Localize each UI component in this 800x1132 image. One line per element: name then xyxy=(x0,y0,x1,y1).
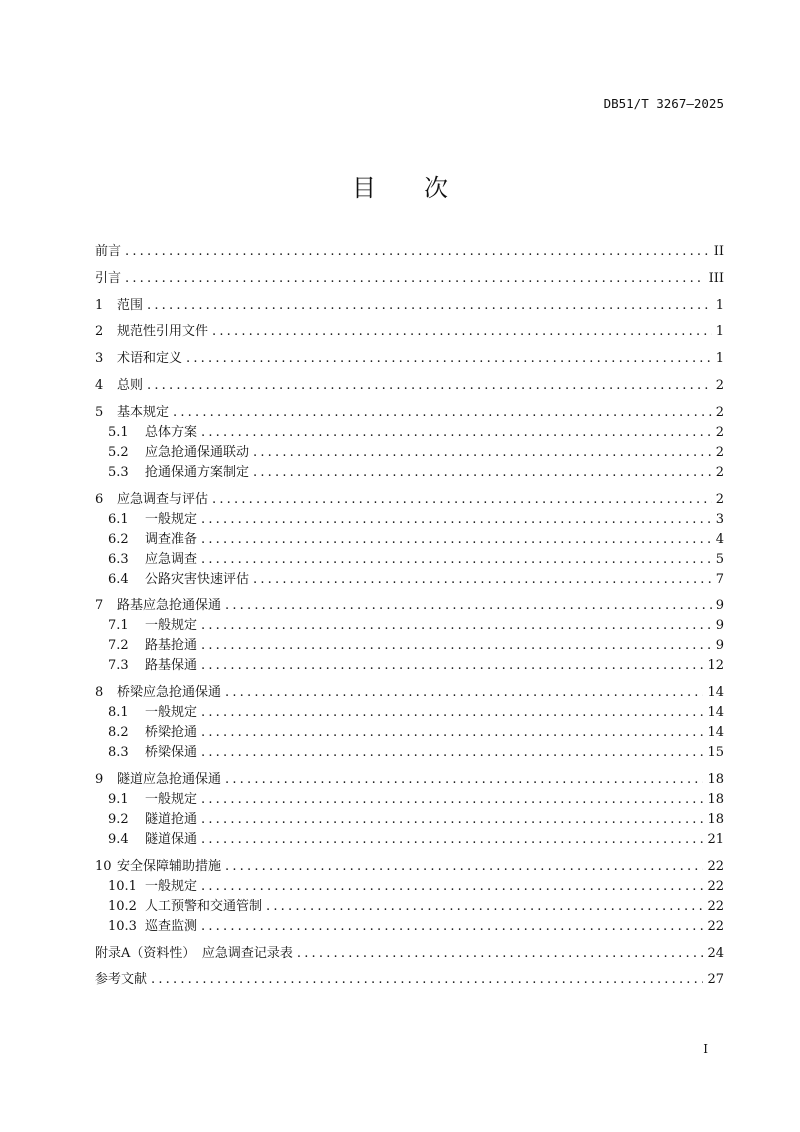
toc-entry-label: 巡查监测 xyxy=(145,918,198,934)
toc-entry-page: 1 xyxy=(715,324,724,340)
table-of-contents xyxy=(95,240,724,988)
toc-entry[interactable] xyxy=(95,401,724,421)
toc-entry-number: 1 xyxy=(95,297,104,313)
toc-entry-number: 10.2 xyxy=(108,898,137,914)
toc-entry[interactable] xyxy=(95,654,724,674)
toc-entry-page: 14 xyxy=(707,685,724,701)
toc-entry-label: 隧道保通 xyxy=(145,831,198,847)
toc-entry[interactable] xyxy=(95,681,724,701)
toc-leader-dots xyxy=(201,725,703,740)
toc-entry[interactable] xyxy=(95,721,724,741)
toc-entry-page: 22 xyxy=(707,918,724,934)
toc-leader-dots xyxy=(253,572,712,587)
toc-entry-label: 一般规定 xyxy=(145,705,198,721)
toc-entry-label: 桥梁抢通 xyxy=(145,725,198,741)
toc-leader-dots xyxy=(201,812,703,827)
toc-entry-label: 桥梁保通 xyxy=(145,745,198,761)
toc-entry-number: 8.2 xyxy=(108,725,129,741)
toc-entry-label: 总则 xyxy=(117,377,144,393)
toc-entry[interactable] xyxy=(95,320,724,340)
toc-entry-label: 应急调查与评估 xyxy=(117,491,209,507)
toc-leader-dots xyxy=(201,425,712,440)
toc-entry[interactable] xyxy=(95,614,724,634)
toc-entry-number: 9.1 xyxy=(108,791,129,807)
toc-entry-number: 5.3 xyxy=(108,464,129,480)
toc-entry[interactable] xyxy=(95,788,724,808)
toc-entry-label: 基本规定 xyxy=(117,404,170,420)
toc-entry-number: 3 xyxy=(95,351,104,367)
toc-leader-dots xyxy=(201,792,703,807)
toc-entry-label: 参考文献 xyxy=(95,972,148,988)
toc-entry-number: 2 xyxy=(95,324,104,340)
toc-leader-dots xyxy=(186,351,712,366)
toc-entry-page: 14 xyxy=(707,705,724,721)
toc-entry-label: 桥梁应急抢通保通 xyxy=(117,685,222,701)
toc-entry-label: 公路灾害快速评估 xyxy=(145,571,250,587)
toc-leader-dots xyxy=(201,745,703,760)
toc-leader-dots xyxy=(201,638,712,653)
toc-entry-number: 8.3 xyxy=(108,745,129,761)
toc-entry-page: 9 xyxy=(715,638,724,654)
toc-entry-label: 人工预警和交通管制 xyxy=(145,898,263,914)
toc-entry[interactable] xyxy=(95,828,724,848)
toc-entry-page: 15 xyxy=(707,745,724,761)
toc-entry[interactable] xyxy=(95,508,724,528)
toc-leader-dots xyxy=(253,445,712,460)
toc-leader-dots xyxy=(225,772,703,787)
toc-entry-number: 10.3 xyxy=(108,918,137,934)
toc-entry-number: 8 xyxy=(95,685,104,701)
toc-entry-label: 一般规定 xyxy=(145,878,198,894)
toc-entry-page: 22 xyxy=(707,878,724,894)
toc-entry-number: 6.3 xyxy=(108,551,129,567)
toc-entry-label: 路基应急抢通保通 xyxy=(117,598,222,614)
toc-entry-label: 总体方案 xyxy=(145,424,198,440)
toc-entry[interactable] xyxy=(95,741,724,761)
toc-entry-number: 6.2 xyxy=(108,531,129,547)
toc-entry-label: 安全保障辅助措施 xyxy=(117,858,222,874)
toc-entry-page: 24 xyxy=(707,945,724,961)
toc-entry-label: 引言 xyxy=(95,270,122,286)
toc-entry[interactable] xyxy=(95,374,724,394)
toc-entry-page: 18 xyxy=(707,791,724,807)
toc-entry[interactable] xyxy=(95,768,724,788)
toc-entry-number: 7.2 xyxy=(108,638,129,654)
toc-entry[interactable] xyxy=(95,488,724,508)
toc-entry-page: 2 xyxy=(715,424,724,440)
toc-leader-dots xyxy=(201,919,703,934)
toc-entry-page: 2 xyxy=(715,491,724,507)
toc-entry[interactable] xyxy=(95,808,724,828)
toc-entry-page: 2 xyxy=(715,444,724,460)
toc-leader-dots xyxy=(225,598,712,613)
toc-entry-page: III xyxy=(708,270,724,286)
toc-leader-dots xyxy=(147,298,712,313)
toc-entry-page: 2 xyxy=(715,377,724,393)
toc-entry-number: 5 xyxy=(95,404,104,420)
toc-leader-dots xyxy=(297,946,704,961)
toc-entry[interactable] xyxy=(95,634,724,654)
toc-leader-dots xyxy=(225,685,703,700)
toc-entry-label: 附录A（资料性） 应急调查记录表 xyxy=(95,945,293,961)
toc-leader-dots xyxy=(125,271,705,286)
toc-leader-dots xyxy=(212,324,712,339)
toc-leader-dots xyxy=(266,899,703,914)
toc-entry-number: 5.1 xyxy=(108,424,129,440)
toc-entry-label: 前言 xyxy=(95,244,122,259)
toc-entry-number: 7 xyxy=(95,598,104,614)
toc-entry-page: 21 xyxy=(707,831,724,847)
toc-entry[interactable] xyxy=(95,895,724,915)
toc-entry-label: 路基保通 xyxy=(145,658,198,674)
document-code: DB51/T 3267—2025 xyxy=(603,96,724,111)
toc-entry[interactable] xyxy=(95,294,724,314)
toc-entry-label: 路基抢通 xyxy=(145,638,198,654)
toc-entry[interactable] xyxy=(95,548,724,568)
toc-entry-page: 18 xyxy=(707,811,724,827)
toc-entry[interactable] xyxy=(95,267,724,287)
toc-leader-dots xyxy=(201,705,703,720)
toc-entry-label: 隧道应急抢通保通 xyxy=(117,771,222,787)
toc-leader-dots xyxy=(201,879,703,894)
toc-entry[interactable] xyxy=(95,347,724,367)
page-number: I xyxy=(703,1042,708,1056)
toc-leader-dots xyxy=(253,465,712,480)
toc-entry[interactable] xyxy=(95,461,724,481)
toc-entry-page: 14 xyxy=(707,725,724,741)
toc-entry[interactable] xyxy=(95,855,724,875)
toc-entry-label: 调查准备 xyxy=(145,531,198,547)
toc-leader-dots xyxy=(225,859,703,874)
toc-leader-dots xyxy=(201,552,712,567)
toc-entry-page: 9 xyxy=(715,598,724,614)
toc-leader-dots xyxy=(201,658,703,673)
toc-entry-page: 9 xyxy=(715,618,724,634)
toc-entry-page: 7 xyxy=(715,571,724,587)
toc-entry-page: 5 xyxy=(715,551,724,567)
toc-entry-page: 1 xyxy=(715,297,724,313)
toc-entry-label: 应急抢通保通联动 xyxy=(145,444,250,460)
toc-entry[interactable] xyxy=(95,240,724,260)
toc-entry-page: II xyxy=(713,244,724,259)
toc-entry-page: 22 xyxy=(707,898,724,914)
toc-entry[interactable] xyxy=(95,942,724,962)
toc-entry-page: 4 xyxy=(715,531,724,547)
toc-entry-number: 6 xyxy=(95,491,104,507)
toc-entry[interactable] xyxy=(95,568,724,588)
toc-entry-page: 1 xyxy=(715,351,724,367)
toc-entry-page: 2 xyxy=(715,464,724,480)
toc-entry-page: 27 xyxy=(707,972,724,988)
toc-entry-number: 9 xyxy=(95,771,104,787)
toc-leader-dots xyxy=(201,832,703,847)
toc-entry-number: 9.2 xyxy=(108,811,129,827)
toc-entry[interactable] xyxy=(95,701,724,721)
toc-entry-label: 隧道抢通 xyxy=(145,811,198,827)
toc-entry-label: 应急调查 xyxy=(145,551,198,567)
page-title: 目 次 xyxy=(352,174,448,202)
toc-entry-number: 6.4 xyxy=(108,571,129,587)
toc-entry-number: 7.3 xyxy=(108,658,129,674)
toc-entry-number: 4 xyxy=(95,377,104,393)
toc-leader-dots xyxy=(201,532,712,547)
toc-leader-dots xyxy=(151,972,703,987)
toc-leader-dots xyxy=(173,405,712,420)
toc-entry-page: 22 xyxy=(707,858,724,874)
toc-entry-label: 一般规定 xyxy=(145,511,198,527)
toc-entry-label: 抢通保通方案制定 xyxy=(145,464,250,480)
toc-entry-label: 规范性引用文件 xyxy=(117,324,209,340)
toc-entry-label: 范围 xyxy=(117,297,144,313)
toc-entry[interactable] xyxy=(95,528,724,548)
toc-entry-number: 8.1 xyxy=(108,705,129,721)
toc-entry-number: 10.1 xyxy=(108,878,137,894)
toc-leader-dots xyxy=(201,618,712,633)
toc-entry-number: 10 xyxy=(95,858,112,874)
toc-entry-label: 术语和定义 xyxy=(117,351,183,367)
toc-entry-page: 12 xyxy=(707,658,724,674)
toc-entry-page: 2 xyxy=(715,404,724,420)
toc-entry-label: 一般规定 xyxy=(145,618,198,634)
toc-entry-page: 18 xyxy=(707,771,724,787)
toc-leader-dots xyxy=(201,512,712,527)
toc-entry[interactable] xyxy=(95,421,724,441)
toc-entry[interactable] xyxy=(95,875,724,895)
toc-entry-label: 一般规定 xyxy=(145,791,198,807)
toc-entry-number: 5.2 xyxy=(108,444,129,460)
toc-entry[interactable] xyxy=(95,915,724,935)
toc-entry-number: 6.1 xyxy=(108,511,129,527)
toc-leader-dots xyxy=(212,492,712,507)
toc-entry-number: 7.1 xyxy=(108,618,129,634)
toc-entry-number: 9.4 xyxy=(108,831,129,847)
toc-entry[interactable] xyxy=(95,594,724,614)
toc-entry[interactable] xyxy=(95,968,724,988)
toc-leader-dots xyxy=(125,244,710,259)
toc-leader-dots xyxy=(147,378,712,393)
toc-entry-page: 3 xyxy=(715,511,724,527)
toc-entry[interactable] xyxy=(95,441,724,461)
